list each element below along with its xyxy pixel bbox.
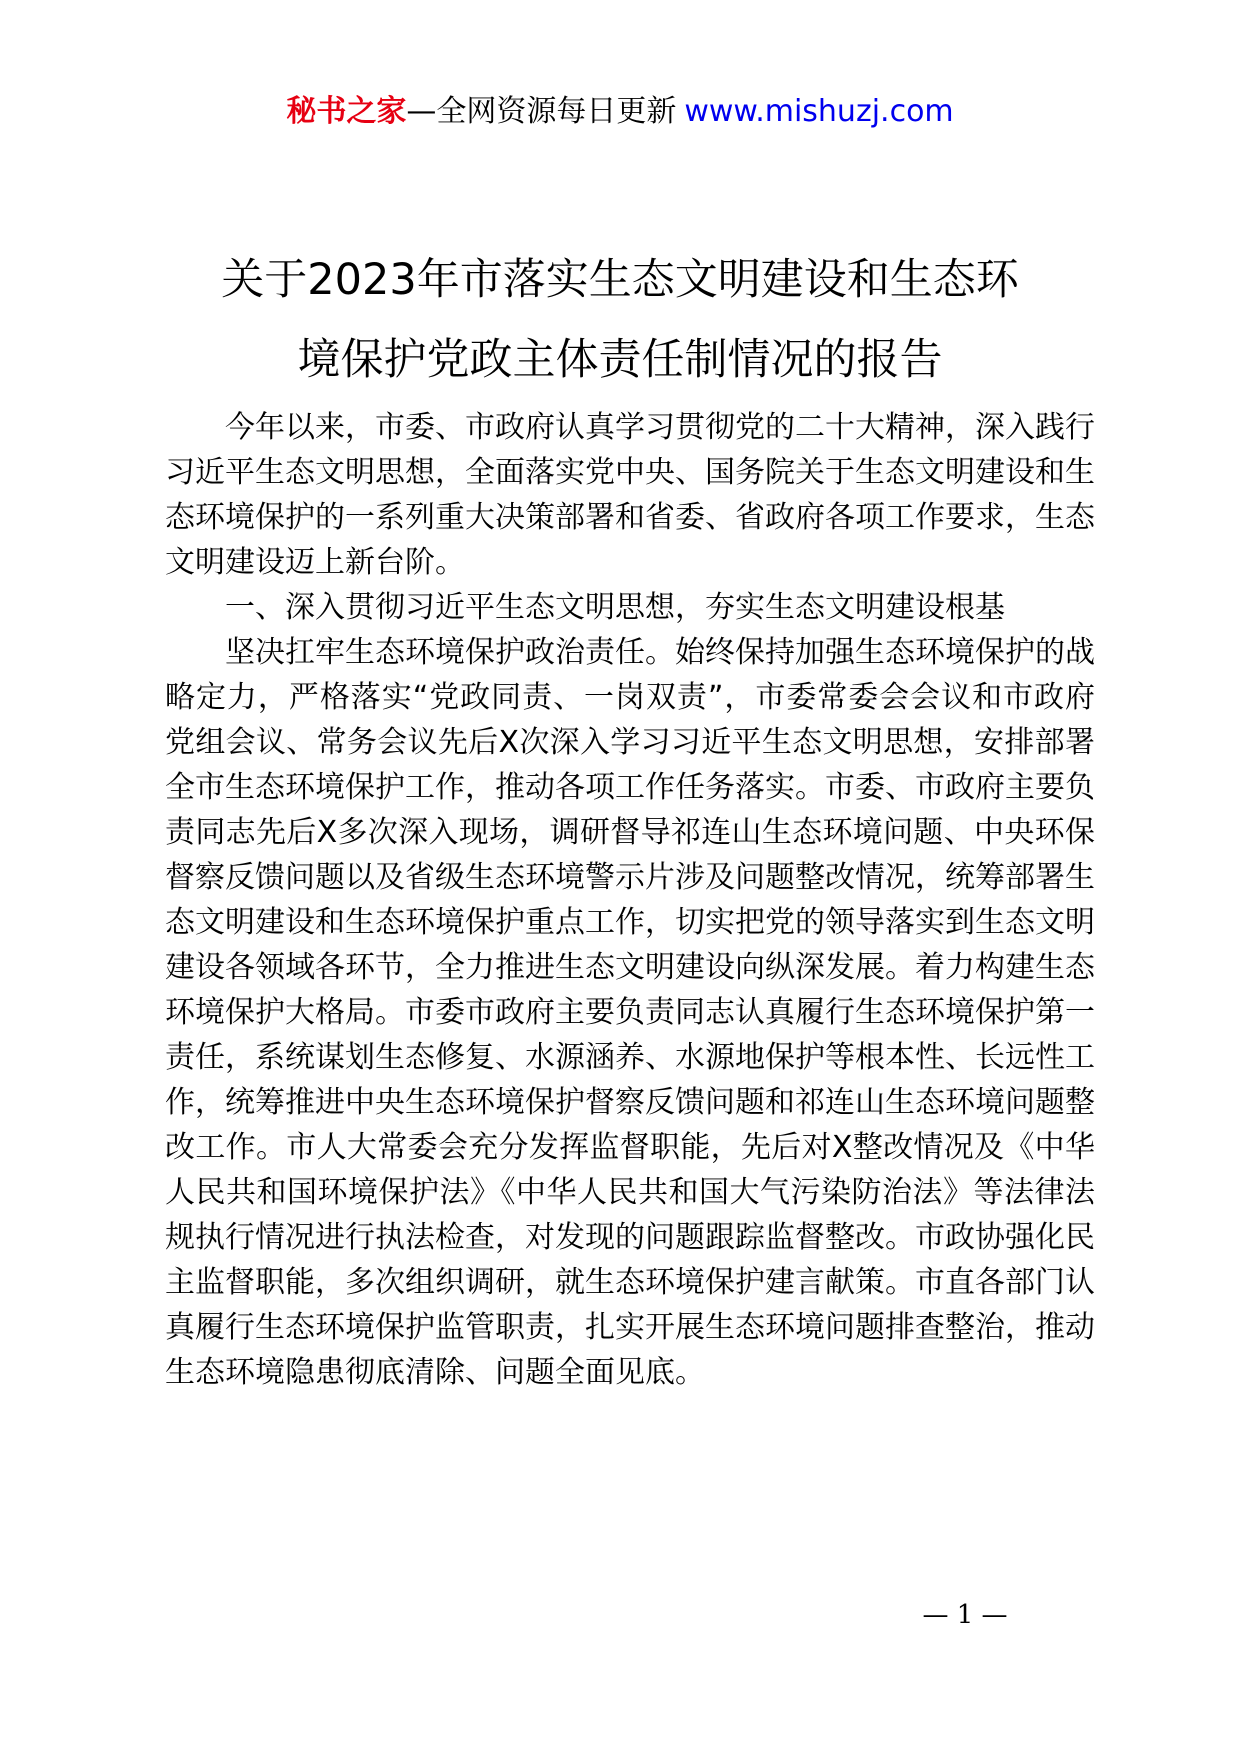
title-line-2: 境保护党政主体责任制情况的报告 — [297, 335, 943, 385]
page-number: — 1 — — [922, 1600, 1008, 1630]
title-line-1: 关于2023年市落实生态文明建设和生态环 — [221, 255, 1019, 305]
page-number-footer — [0, 1595, 1240, 1635]
document-title — [160, 240, 1080, 400]
section-1-heading: 一、深入贯彻习近平生态文明思想，夯实生态文明建设根基 — [225, 590, 1005, 625]
header-tagline: —全网资源每日更新 — [406, 94, 677, 129]
header-brand: 秘书之家 — [286, 94, 407, 129]
intro-paragraph: 今年以来，市委、市政府认真学习贯彻党的二十大精神，深入践行习近平生态文明思想，全面落实党中央、国务院关于生态文明建设和生态环境保护的一系列重大决策部署和省委、省政府各项工作要求，生态文明建设迈上新台阶。 — [165, 410, 1095, 580]
document-body — [165, 405, 1095, 1395]
page-header — [0, 90, 1240, 134]
section-1-paragraph: 坚决扛牢生态环境保护政治责任。始终保持加强生态环境保护的战略定力，严格落实“党政同责、一岗双责”，市委常委会会议和市政府党组会议、常务会议先后X次深入学习习近平生态文明思想，安排部署全市生态环境保护工作，推动各项工作任务落实。市委、市政府主要负责同志先后X多次深入现场，调研督导祁连山生态环境问题、中央环保督察反馈问题以及省级生态环境警示片涉及问题整改情况，统筹部署生态文明建设和生态环境保护重点工作，切实把党的领导落实到生态文明建设各领域各环节，全力推进生态文明建设向纵深发展。着力构建生态环境保护大格局。市委市政府主要负责同志认真履行生态环境保护第一责任，系统谋划生态修复、水源涵养、水源地保护等根本性、长远性工作，统筹推进中央生态环境保护督察反馈问题和祁连山生态环境问题整改工作。市人大常委会充分发挥监督职能，先后对X整改情况及《中华人民共和国环境保护法》《中华人民共和国大气污染防治法》等法律法规执行情况进行执法检查，对发现的问题跟踪监督整改。市政协强化民主监督职能，多次组织调研，就生态环境保护建言献策。市直各部门认真履行生态环境保护监管职责，扎实开展生态环境问题排查整治，推动生态环境隐患彻底清除、问题全面见底。 — [165, 635, 1095, 1390]
header-site-link[interactable]: www.mishuzj.com — [684, 94, 954, 129]
